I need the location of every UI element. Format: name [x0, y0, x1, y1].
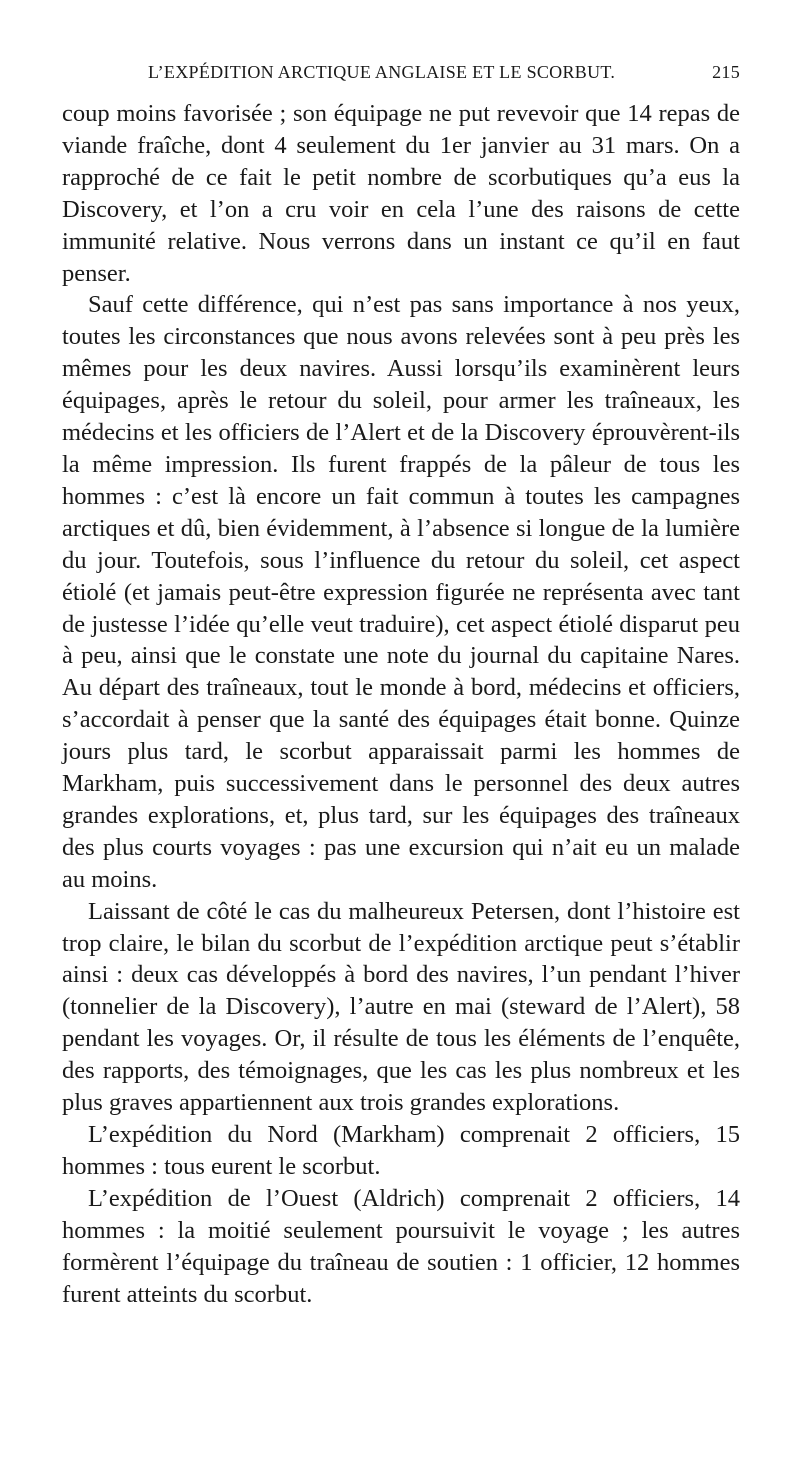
paragraph-3: Laissant de côté le cas du malheureux Petersen, dont l’histoire est trop claire, le bilan du scorbut de l’expédition arctique peut s’établir ainsi : deux cas développés à bord des navires, l’un pendant l’hiver (tonnelier de la Discovery), l’autre en mai (steward de l’Alert), 58 pendant les voyages. Or, il résulte de tous les éléments de l’enquête, des rapports, des témoignages, que les cas les plus nombreux et les plus graves appartiennent aux trois grandes explorations. [62, 897, 740, 1117]
paragraph-4: L’expédition du Nord (Markham) comprenait 2 officiers, 15 hommes : tous eurent le scorbut. [62, 1121, 740, 1180]
paragraph-1: coup moins favorisée ; son équipage ne put revevoir que 14 repas de viande fraîche, dont 4 seulement du 1er janvier au 31 mars. On a rapproché de ce fait le petit nombre de scorbutiques qu’a eus la Discovery, et l’on a cru voir en cela l’une des raisons de cette immunité relative. Nous verrons dans un instant ce qu’il en faut penser. [62, 100, 740, 287]
body-text [62, 98, 740, 1310]
paragraph-5: L’expédition de l’Ouest (Aldrich) comprenait 2 officiers, 14 hommes : la moitié seulement poursuivit le voyage ; les autres formèrent l’équipage du traîneau de soutien : 1 officier, 12 hommes furent atteints du scorbut. [62, 1184, 740, 1308]
page-number: 215 [712, 62, 740, 82]
paragraph-2: Sauf cette différence, qui n’est pas sans importance à nos yeux, toutes les circonstances que nous avons relevées sont à peu près les mêmes pour les deux navires. Aussi lorsqu’ils examinèrent leurs équipages, après le retour du soleil, pour armer les traîneaux, les médecins et les officiers de l’Alert et de la Discovery éprouvèrent-ils la même impression. Ils furent frappés de la pâleur de tous les hommes : c’est là encore un fait commun à toutes les campagnes arctiques et dû, bien évidemment, à l’absence si longue de la lumière du jour. Toutefois, sous l’influence du retour du soleil, cet aspect étiolé (et jamais peut-être expression figurée ne représenta avec tant de justesse l’idée qu’elle veut traduire), cet aspect étiolé disparut peu à peu, ainsi que le constate une note du journal du capitaine Nares. Au départ des traîneaux, tout le monde à bord, médecins et officiers, s’accordait à penser que la santé des équipages était bonne. Quinze jours plus tard, le scorbut apparaissait parmi les hommes de Markham, puis successivement dans le personnel des deux autres grandes explorations, et, plus tard, sur les équipages des traîneaux des plus courts voyages : pas une excursion qui n’ait eu un malade au moins. [62, 291, 740, 893]
running-title: L’EXPÉDITION ARCTIQUE ANGLAISE ET LE SCORBUT. [148, 62, 616, 82]
running-head [58, 62, 740, 86]
